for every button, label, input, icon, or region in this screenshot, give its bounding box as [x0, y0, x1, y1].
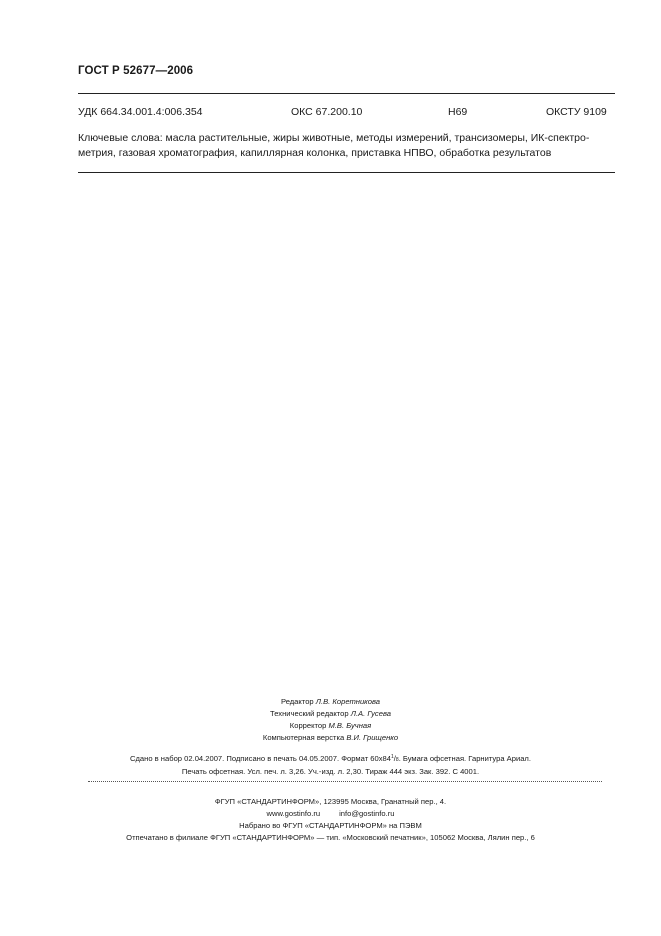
publisher-address: ФГУП «СТАНДАРТИНФОРМ», 123995 Москва, Гранатный пер., 4.	[214, 797, 447, 806]
corrector-line	[0, 720, 661, 732]
imprint-divider	[88, 781, 602, 782]
publisher-block	[0, 796, 661, 844]
editors-block	[0, 696, 661, 744]
publisher-contacts: www.gostinfo.ru info@gostinfo.ru	[266, 809, 395, 818]
udk-code: УДК 664.34.001.4:006.354	[78, 106, 203, 118]
format-fraction-num: 1	[391, 754, 394, 760]
layout-role: Компьютерная верстка	[262, 733, 345, 742]
tech-editor-name: Л.А. Гусева	[350, 709, 391, 718]
corrector-role: Корректор	[289, 721, 327, 730]
printed-note: Отпечатано в филиале ФГУП «СТАНДАРТИНФОРМ» — тип. «Московский печатник», 105062 Москва, Лялин пер., 6	[126, 833, 535, 842]
typeset-note: Набрано во ФГУП «СТАНДАРТИНФОРМ» на ПЭВМ	[239, 821, 422, 830]
okstu-code: ОКСТУ 9109	[546, 106, 607, 118]
oks-code: ОКС 67.200.10	[291, 106, 363, 118]
print-line-1-start: Сдано в набор 02.04.2007. Подписано в печать 04.05.2007. Формат 60x84	[130, 754, 391, 763]
print-line-2: Печать офсетная. Усл. печ. л. 3,26. Уч.-изд. л. 2,30. Тираж 444 экз. Зак. 392. С 4001.	[181, 767, 480, 776]
standard-id: ГОСТ Р 52677—2006	[78, 65, 194, 77]
print-line-1: Сдано в набор 02.04.2007. Подписано в печать 04.05.2007. Формат $60x84^1/8$. Бумага офсетная. Гарнитура Ариал.	[130, 754, 531, 763]
print-line-1-end: . Бумага офсетная. Гарнитура Ариал.	[398, 754, 531, 763]
editor-line	[0, 696, 661, 708]
print-details	[0, 751, 661, 778]
keywords-line-1: Ключевые слова: масла растительные, жиры животные, методы измерений, трансизомеры, ИК-спектро-	[78, 132, 590, 144]
tech-editor-role: Технический редактор	[270, 709, 349, 718]
group-code: Н69	[448, 106, 468, 118]
layout-line	[0, 732, 661, 744]
layout-name: В.И. Грищенко	[346, 733, 399, 742]
corrector-name: М.В. Бучная	[328, 721, 372, 730]
keywords-divider	[78, 172, 615, 173]
tech-editor-line	[0, 708, 661, 720]
editor-role: Редактор	[280, 697, 314, 706]
keywords-line-2: метрия, газовая хроматография, капиллярная колонка, приставка НПВО, обработка результатов	[78, 147, 552, 159]
top-divider	[78, 93, 615, 94]
format-fraction-den: 8	[395, 757, 399, 763]
keywords-block	[78, 131, 615, 161]
editor-name: Л.В. Коретникова	[315, 697, 381, 706]
